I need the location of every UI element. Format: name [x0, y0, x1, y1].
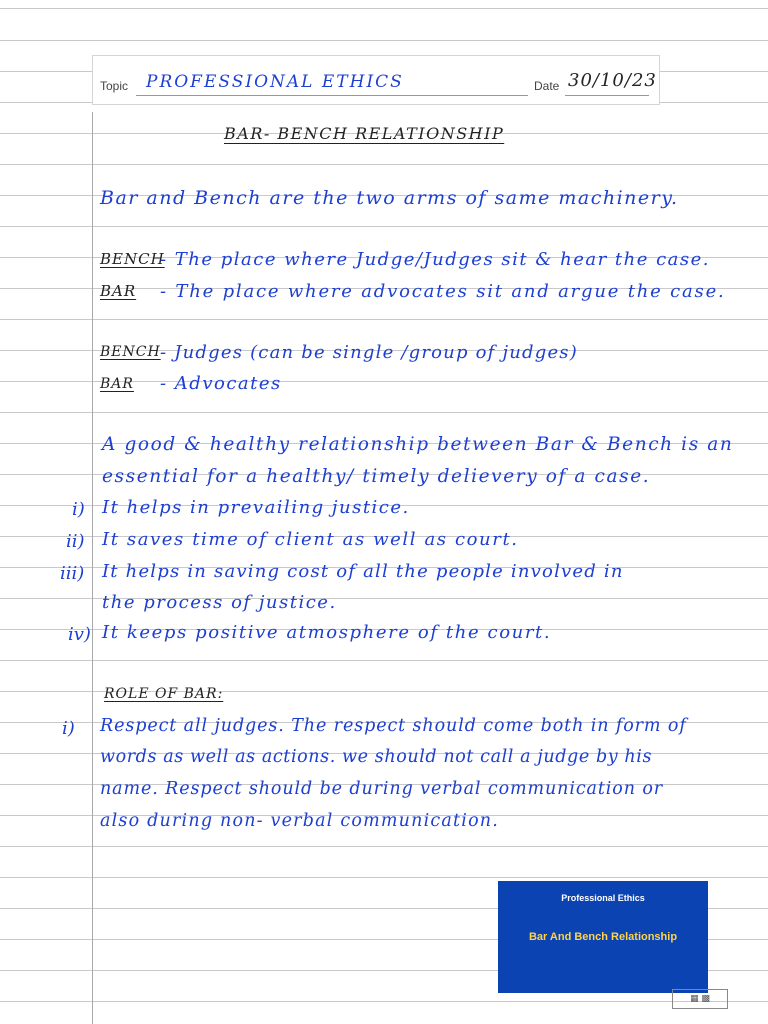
point-text: It helps in prevailing justice.	[102, 497, 410, 518]
point-text: the process of justice.	[102, 592, 337, 613]
bench-term-2: BENCH	[100, 344, 161, 360]
point-text: It keeps positive atmosphere of the court.	[102, 622, 552, 643]
role-point-text: Respect all judges. The respect should come both in form of	[100, 716, 687, 736]
title-card	[498, 881, 708, 993]
title-card-subtitle: Bar And Bench Relationship	[528, 931, 678, 943]
point-number: iii)	[60, 563, 85, 584]
bar-term: BAR	[100, 282, 137, 300]
bench-term: BENCH	[100, 250, 165, 268]
good-relationship-line-1: A good & healthy relationship between Bar & Bench is an	[102, 434, 734, 455]
bar-definition-2: - Advocates	[160, 373, 282, 394]
margin-line	[92, 112, 93, 1024]
role-point-number: i)	[62, 718, 75, 739]
page-title: BAR- BENCH RELATIONSHIP	[224, 124, 505, 143]
role-point-text: words as well as actions. we should not call a judge by his	[100, 747, 653, 767]
bar-term-2: BAR	[100, 376, 134, 392]
topic-label: Topic	[100, 79, 129, 93]
intro-line: Bar and Bench are the two arms of same machinery.	[100, 187, 679, 209]
point-number: iv)	[68, 624, 91, 645]
point-number: i)	[72, 499, 85, 520]
role-point-text: name. Respect should be during verbal communication or	[100, 779, 664, 799]
topic-underline	[136, 95, 528, 96]
bench-definition-2: - Judges (can be single /group of judges)	[160, 342, 578, 363]
date-value: 30/10/23	[568, 70, 657, 91]
point-text: It helps in saving cost of all the people involved in	[102, 561, 624, 582]
bar-definition: - The place where advocates sit and argue the case.	[160, 281, 726, 302]
bench-definition: - The place where Judge/Judges sit & hear the case.	[160, 249, 711, 270]
good-relationship-line-2: essential for a healthy/ timely delievery of a case.	[102, 466, 651, 487]
topic-value: PROFESSIONAL ETHICS	[146, 72, 404, 92]
page-stamp: ▦ ▩	[672, 989, 728, 1009]
title-card-heading: Professional Ethics	[561, 893, 645, 903]
point-number: ii)	[66, 531, 85, 552]
date-underline	[565, 95, 649, 96]
role-heading: ROLE OF BAR:	[104, 686, 224, 702]
role-point-text: also during non- verbal communication.	[100, 811, 500, 831]
point-text: It saves time of client as well as court.	[102, 529, 519, 550]
date-label: Date	[534, 79, 560, 93]
